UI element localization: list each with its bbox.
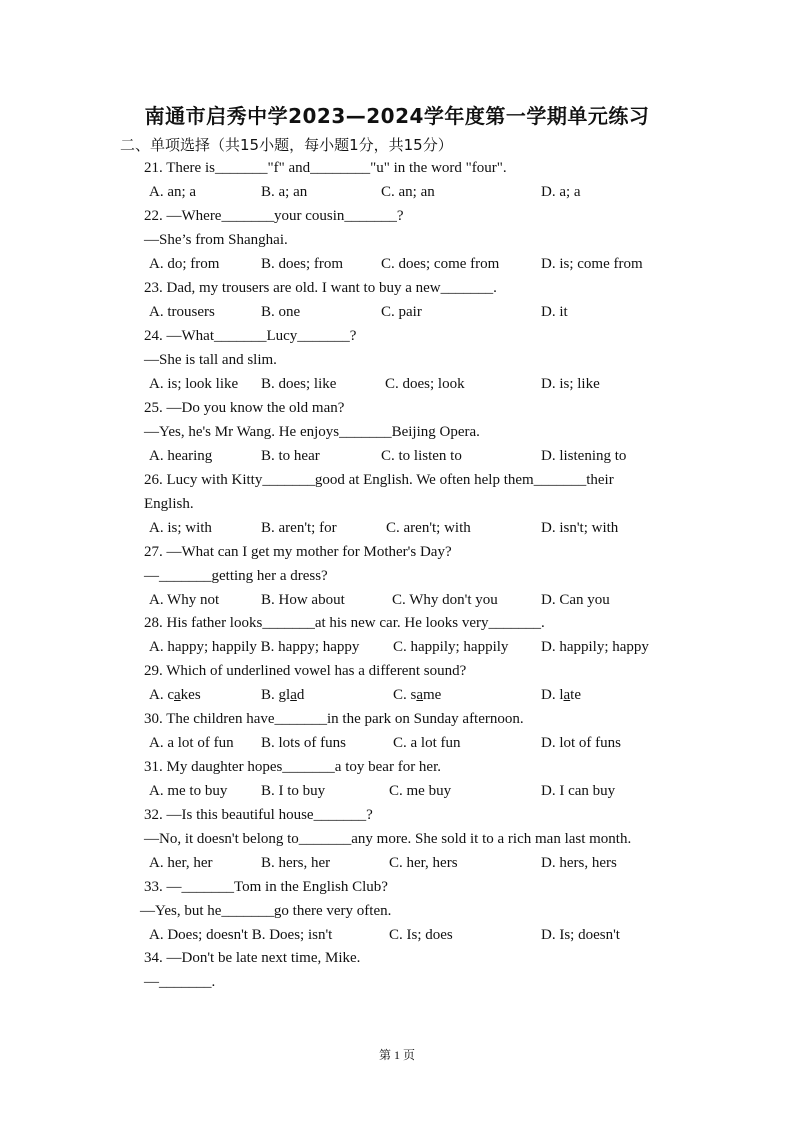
q30-option-b: B. lots of funs xyxy=(261,735,347,751)
question-31-stem: 31. My daughter hopes_______a toy bear for her. xyxy=(144,759,442,775)
q31-option-b: B. I to buy xyxy=(261,783,326,799)
question-28-stem: 28. His father looks_______at his new car. He looks very_______. xyxy=(144,615,545,631)
question-25-response: —Yes, he's Mr Wang. He enjoys_______Beijing Opera. xyxy=(144,424,480,440)
question-33-stem: 33. —_______Tom in the English Club? xyxy=(144,879,388,895)
question-30-stem: 30. The children have_______in the park on Sunday afternoon. xyxy=(144,711,524,727)
q30-option-c: C. a lot fun xyxy=(393,735,461,751)
q24-option-a: A. is; look like xyxy=(149,376,239,392)
q26-option-a: A. is; with xyxy=(149,520,212,536)
q21-option-c: C. an; an xyxy=(381,184,435,200)
q27-option-b: B. How about xyxy=(261,592,345,608)
question-21-stem: 21. There is_______"f" and________"u" in the word "four". xyxy=(144,160,507,176)
q31-option-c: C. me buy xyxy=(389,783,452,799)
q25-option-a: A. hearing xyxy=(149,448,213,464)
q25-option-d: D. listening to xyxy=(541,448,627,464)
q33-option-ab: A. Does; doesn't B. Does; isn't xyxy=(149,927,333,943)
q31-option-a: A. me to buy xyxy=(149,783,228,799)
page-number: 第 1 页 xyxy=(378,1048,415,1062)
q30-option-d: D. lot of funs xyxy=(541,735,621,751)
q23-option-c: C. pair xyxy=(381,304,422,320)
q27-option-c: C. Why don't you xyxy=(392,592,498,608)
question-26-stem-cont: English. xyxy=(144,496,194,512)
q27-option-d: D. Can you xyxy=(541,592,610,608)
question-34-response: —_______. xyxy=(144,974,216,990)
q32-option-c: C. her, hers xyxy=(389,855,458,871)
q31-option-d: D. I can buy xyxy=(541,783,616,799)
q25-option-b: B. to hear xyxy=(261,448,320,464)
question-32-response: —No, it doesn't belong to_______any more. She sold it to a rich man last month. xyxy=(144,831,632,847)
exam-title: 南通市启秀中学2023—2024学年度第一学期单元练习 xyxy=(144,104,650,128)
q21-option-d: D. a; a xyxy=(541,184,581,200)
q22-option-b: B. does; from xyxy=(261,256,344,272)
q26-option-c: C. aren't; with xyxy=(386,520,471,536)
section-heading: 二、单项选择（共15小题，每小题1分，共15分） xyxy=(120,136,453,154)
q23-option-a: A. trousers xyxy=(149,304,215,320)
q29-option-d: D. late xyxy=(541,687,581,703)
q33-option-d: D. Is; doesn't xyxy=(541,927,620,943)
q21-option-b: B. a; an xyxy=(261,184,308,200)
q23-option-d: D. it xyxy=(541,304,568,320)
q27-option-a: A. Why not xyxy=(149,592,220,608)
question-25-stem: 25. —Do you know the old man? xyxy=(144,400,345,416)
question-33-response: —Yes, but he_______go there very often. xyxy=(140,903,392,919)
question-32-stem: 32. —Is this beautiful house_______? xyxy=(144,807,373,823)
q26-option-b: B. aren't; for xyxy=(261,520,337,536)
q25-option-c: C. to listen to xyxy=(381,448,462,464)
question-22-stem: 22. —Where_______your cousin_______? xyxy=(144,208,404,224)
q22-option-c: C. does; come from xyxy=(381,256,500,272)
q22-option-a: A. do; from xyxy=(149,256,220,272)
q28-option-ab: A. happy; happily B. happy; happy xyxy=(149,639,360,655)
q26-option-d: D. isn't; with xyxy=(541,520,619,536)
question-27-response: —_______getting her a dress? xyxy=(144,568,328,584)
q21-option-a: A. an; a xyxy=(149,184,197,200)
q33-option-c: C. Is; does xyxy=(389,927,453,943)
question-24-response: —She is tall and slim. xyxy=(144,352,277,368)
question-29-stem: 29. Which of underlined vowel has a different sound? xyxy=(144,663,467,679)
q23-option-b: B. one xyxy=(261,304,301,320)
question-34-stem: 34. —Don't be late next time, Mike. xyxy=(144,950,361,966)
q24-option-c: C. does; look xyxy=(385,376,465,392)
q29-option-b: B. glad xyxy=(261,687,305,703)
q32-option-a: A. her, her xyxy=(149,855,213,871)
q29-option-a: A. cakes xyxy=(149,687,201,703)
q29-option-c: C. same xyxy=(393,687,442,703)
question-23-stem: 23. Dad, my trousers are old. I want to buy a new_______. xyxy=(144,280,497,296)
question-26-stem: 26. Lucy with Kitty_______good at English. We often help them_______their xyxy=(144,472,614,488)
q24-option-b: B. does; like xyxy=(261,376,337,392)
q28-option-d: D. happily; happy xyxy=(541,639,649,655)
q32-option-d: D. hers, hers xyxy=(541,855,617,871)
q32-option-b: B. hers, her xyxy=(261,855,331,871)
q22-option-d: D. is; come from xyxy=(541,256,643,272)
question-27-stem: 27. —What can I get my mother for Mother's Day? xyxy=(144,544,452,560)
q24-option-d: D. is; like xyxy=(541,376,600,392)
q30-option-a: A. a lot of fun xyxy=(149,735,234,751)
question-22-response: —She’s from Shanghai. xyxy=(144,232,288,248)
q28-option-c: C. happily; happily xyxy=(393,639,509,655)
question-24-stem: 24. —What_______Lucy_______? xyxy=(144,328,357,344)
